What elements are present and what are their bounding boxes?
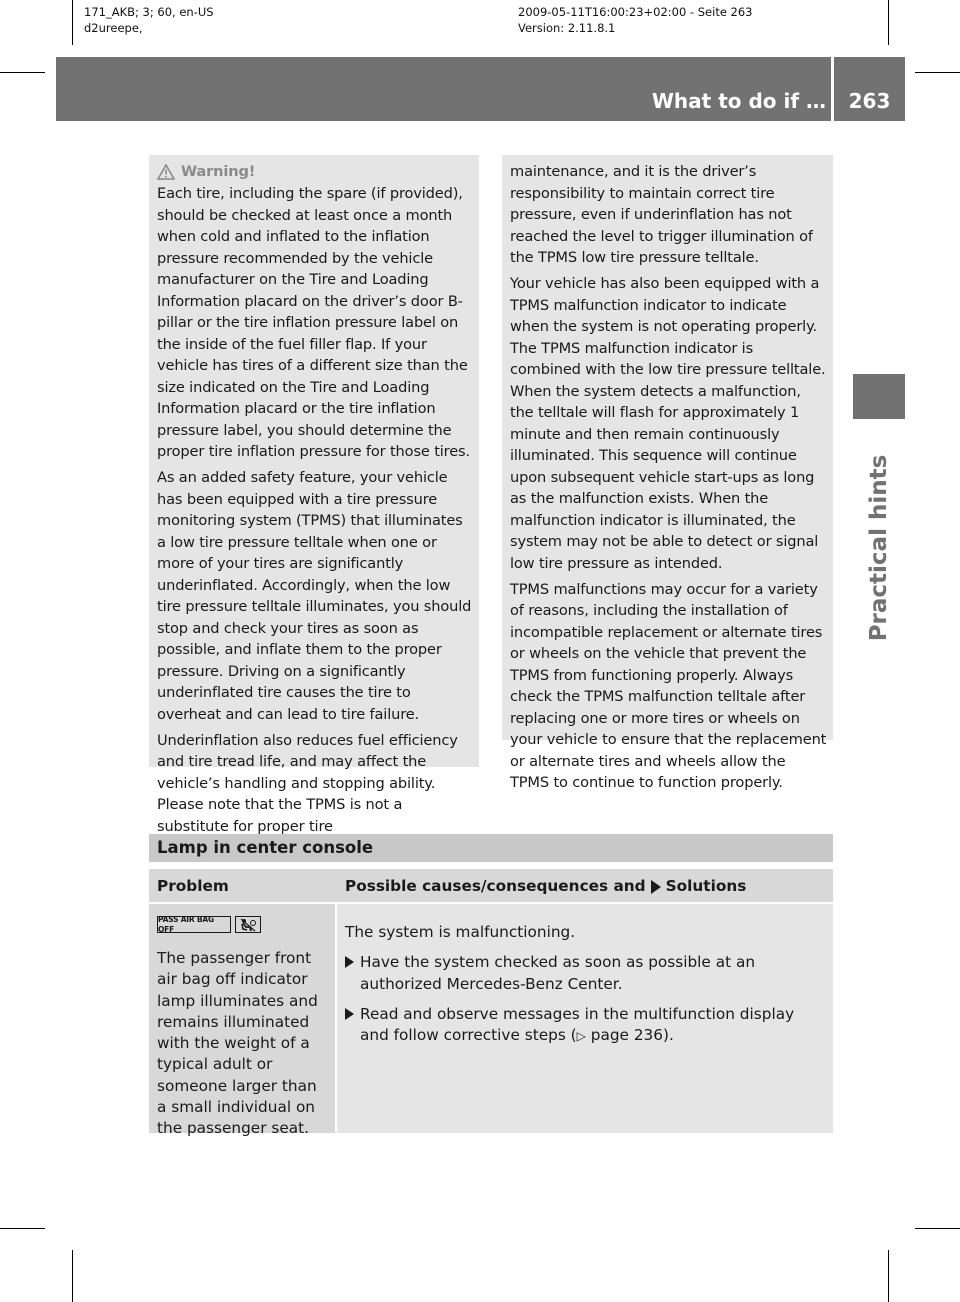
table-header-problem: Problem bbox=[157, 877, 229, 895]
indicator-lamp-icons bbox=[157, 916, 329, 934]
page-title: What to do if … bbox=[651, 89, 826, 113]
warning-paragraph: maintenance, and it is the driver’s responsibility to maintain correct tire pressure, even if underinflation has not reached the level to trigger illumination of the TPMS low tire pressure telltale. bbox=[510, 163, 813, 266]
page-number: 263 bbox=[848, 89, 891, 113]
solution-step-text-part: Read and observe messages in the multifunction display and follow corrective steps ( bbox=[360, 1004, 795, 1045]
warning-box-left bbox=[149, 155, 479, 835]
page-reference-text[interactable]: page 236). bbox=[585, 1026, 674, 1045]
crop-mark bbox=[888, 1250, 889, 1302]
crop-mark bbox=[0, 72, 45, 73]
table-header-causes bbox=[345, 876, 746, 897]
problem-description: The passenger front air bag off indicator lamp illuminates and remains illuminated with the weight of a typical adult or someone larger than a small individual on the passenger seat. bbox=[157, 949, 318, 1138]
chapter-tab-marker bbox=[853, 374, 905, 419]
crop-mark bbox=[915, 1228, 960, 1229]
warning-heading bbox=[157, 161, 472, 183]
warning-paragraph: Each tire, including the spare (if provided), should be checked at least once a month when cold and inflated to the inflation pressure recommended by the vehicle manufacturer on the Tire and Loading Information placard on the driver’s door B-pillar or the tire inflation pressure label on the inside of the fuel filler flap. If your vehicle has tires of a different size than the size indicated on the Tire and Loading Information placard or the tire inflation pressure label, you should determine the proper tire inflation pressure for those tires. bbox=[157, 185, 470, 460]
page-reference-icon: ▷ bbox=[576, 1029, 586, 1044]
table-header-solutions-label: Solutions bbox=[665, 877, 747, 895]
crop-mark bbox=[72, 1250, 73, 1302]
action-arrow-icon bbox=[345, 1008, 354, 1020]
print-meta-line: 171_AKB; 3; 60, en-US bbox=[84, 5, 214, 19]
warning-paragraph: As an added safety feature, your vehicle has been equipped with a tire pressure monitoring system (TPMS) that illuminates a low tire pressure telltale when one or more of your tires are significantly underinflated. Accordingly, when the low tire pressure telltale illuminates, you should stop and check your tires as soon as possible, and inflate them to the proper pressure. Driving on a significantly underinflated tire causes the tire to overheat and can lead to tire failure. bbox=[157, 469, 472, 723]
cause-text: The system is malfunctioning. bbox=[345, 923, 576, 941]
warning-paragraph: Underinflation also reduces fuel efficiency and tire tread life, and may affect the vehicle’s handling and stopping ability. Please note that the TPMS is not a substitute for proper tire bbox=[157, 731, 458, 835]
solution-step-text: Have the system checked as soon as possible at an authorized Mercedes-Benz Center. bbox=[360, 953, 756, 993]
crop-mark bbox=[72, 0, 73, 45]
warning-box-right bbox=[502, 155, 833, 791]
print-meta-line: 2009-05-11T16:00:23+02:00 - Seite 263 bbox=[518, 5, 753, 19]
table-cell-solutions bbox=[337, 904, 833, 1133]
crop-mark bbox=[0, 1228, 45, 1229]
section-title: Lamp in center console bbox=[157, 838, 374, 857]
print-meta-left bbox=[84, 4, 214, 36]
print-meta-right bbox=[518, 4, 753, 36]
solution-step bbox=[345, 1004, 827, 1048]
table-cell-problem bbox=[149, 904, 335, 1138]
warning-triangle-icon bbox=[157, 164, 175, 180]
print-meta-line: Version: 2.11.8.1 bbox=[518, 21, 616, 35]
print-meta-line: d2ureepe, bbox=[84, 21, 143, 35]
section-heading-bar bbox=[149, 834, 833, 862]
solution-step bbox=[345, 952, 827, 995]
passenger-airbag-off-icon bbox=[235, 916, 261, 933]
table-header bbox=[149, 869, 833, 902]
warning-paragraph: Your vehicle has also been equipped with a TPMS malfunction indicator to indicate when the system is not operating properly. The TPMS malfunction indicator is combined with the low tire pressure telltale. When the system detects a malfunction, the telltale will flash for approximately 1 minute and then remain continuously illuminated. This sequence will continue upon subsequent vehicle start-ups as long as the malfunction exists. When the malfunction indicator is illuminated, the system may not be able to detect or signal low tire pressure as intended. bbox=[510, 275, 826, 572]
solution-step-text bbox=[360, 1004, 827, 1048]
chapter-label: Practical hints bbox=[866, 454, 892, 642]
crop-mark bbox=[888, 0, 889, 45]
action-arrow-icon bbox=[651, 880, 661, 894]
warning-paragraph: TPMS malfunctions may occur for a variety of reasons, including the installation of incompatible replacement or alternate tires or wheels on the vehicle that prevent the TPMS from functioning properly. Always check the TPMS malfunction telltale after replacing one or more tires or wheels on your vehicle to ensure that the replacement or alternate tires and wheels allow the TPMS to continue to function properly. bbox=[510, 580, 827, 791]
table-header-causes-label: Possible causes/consequences and bbox=[345, 877, 646, 895]
pass-air-bag-off-indicator-icon: PASS AIR BAG OFF bbox=[157, 916, 231, 933]
crop-mark bbox=[915, 72, 960, 73]
warning-title: Warning! bbox=[181, 163, 256, 181]
action-arrow-icon bbox=[345, 956, 354, 968]
airbag-seat-icon bbox=[238, 918, 258, 932]
